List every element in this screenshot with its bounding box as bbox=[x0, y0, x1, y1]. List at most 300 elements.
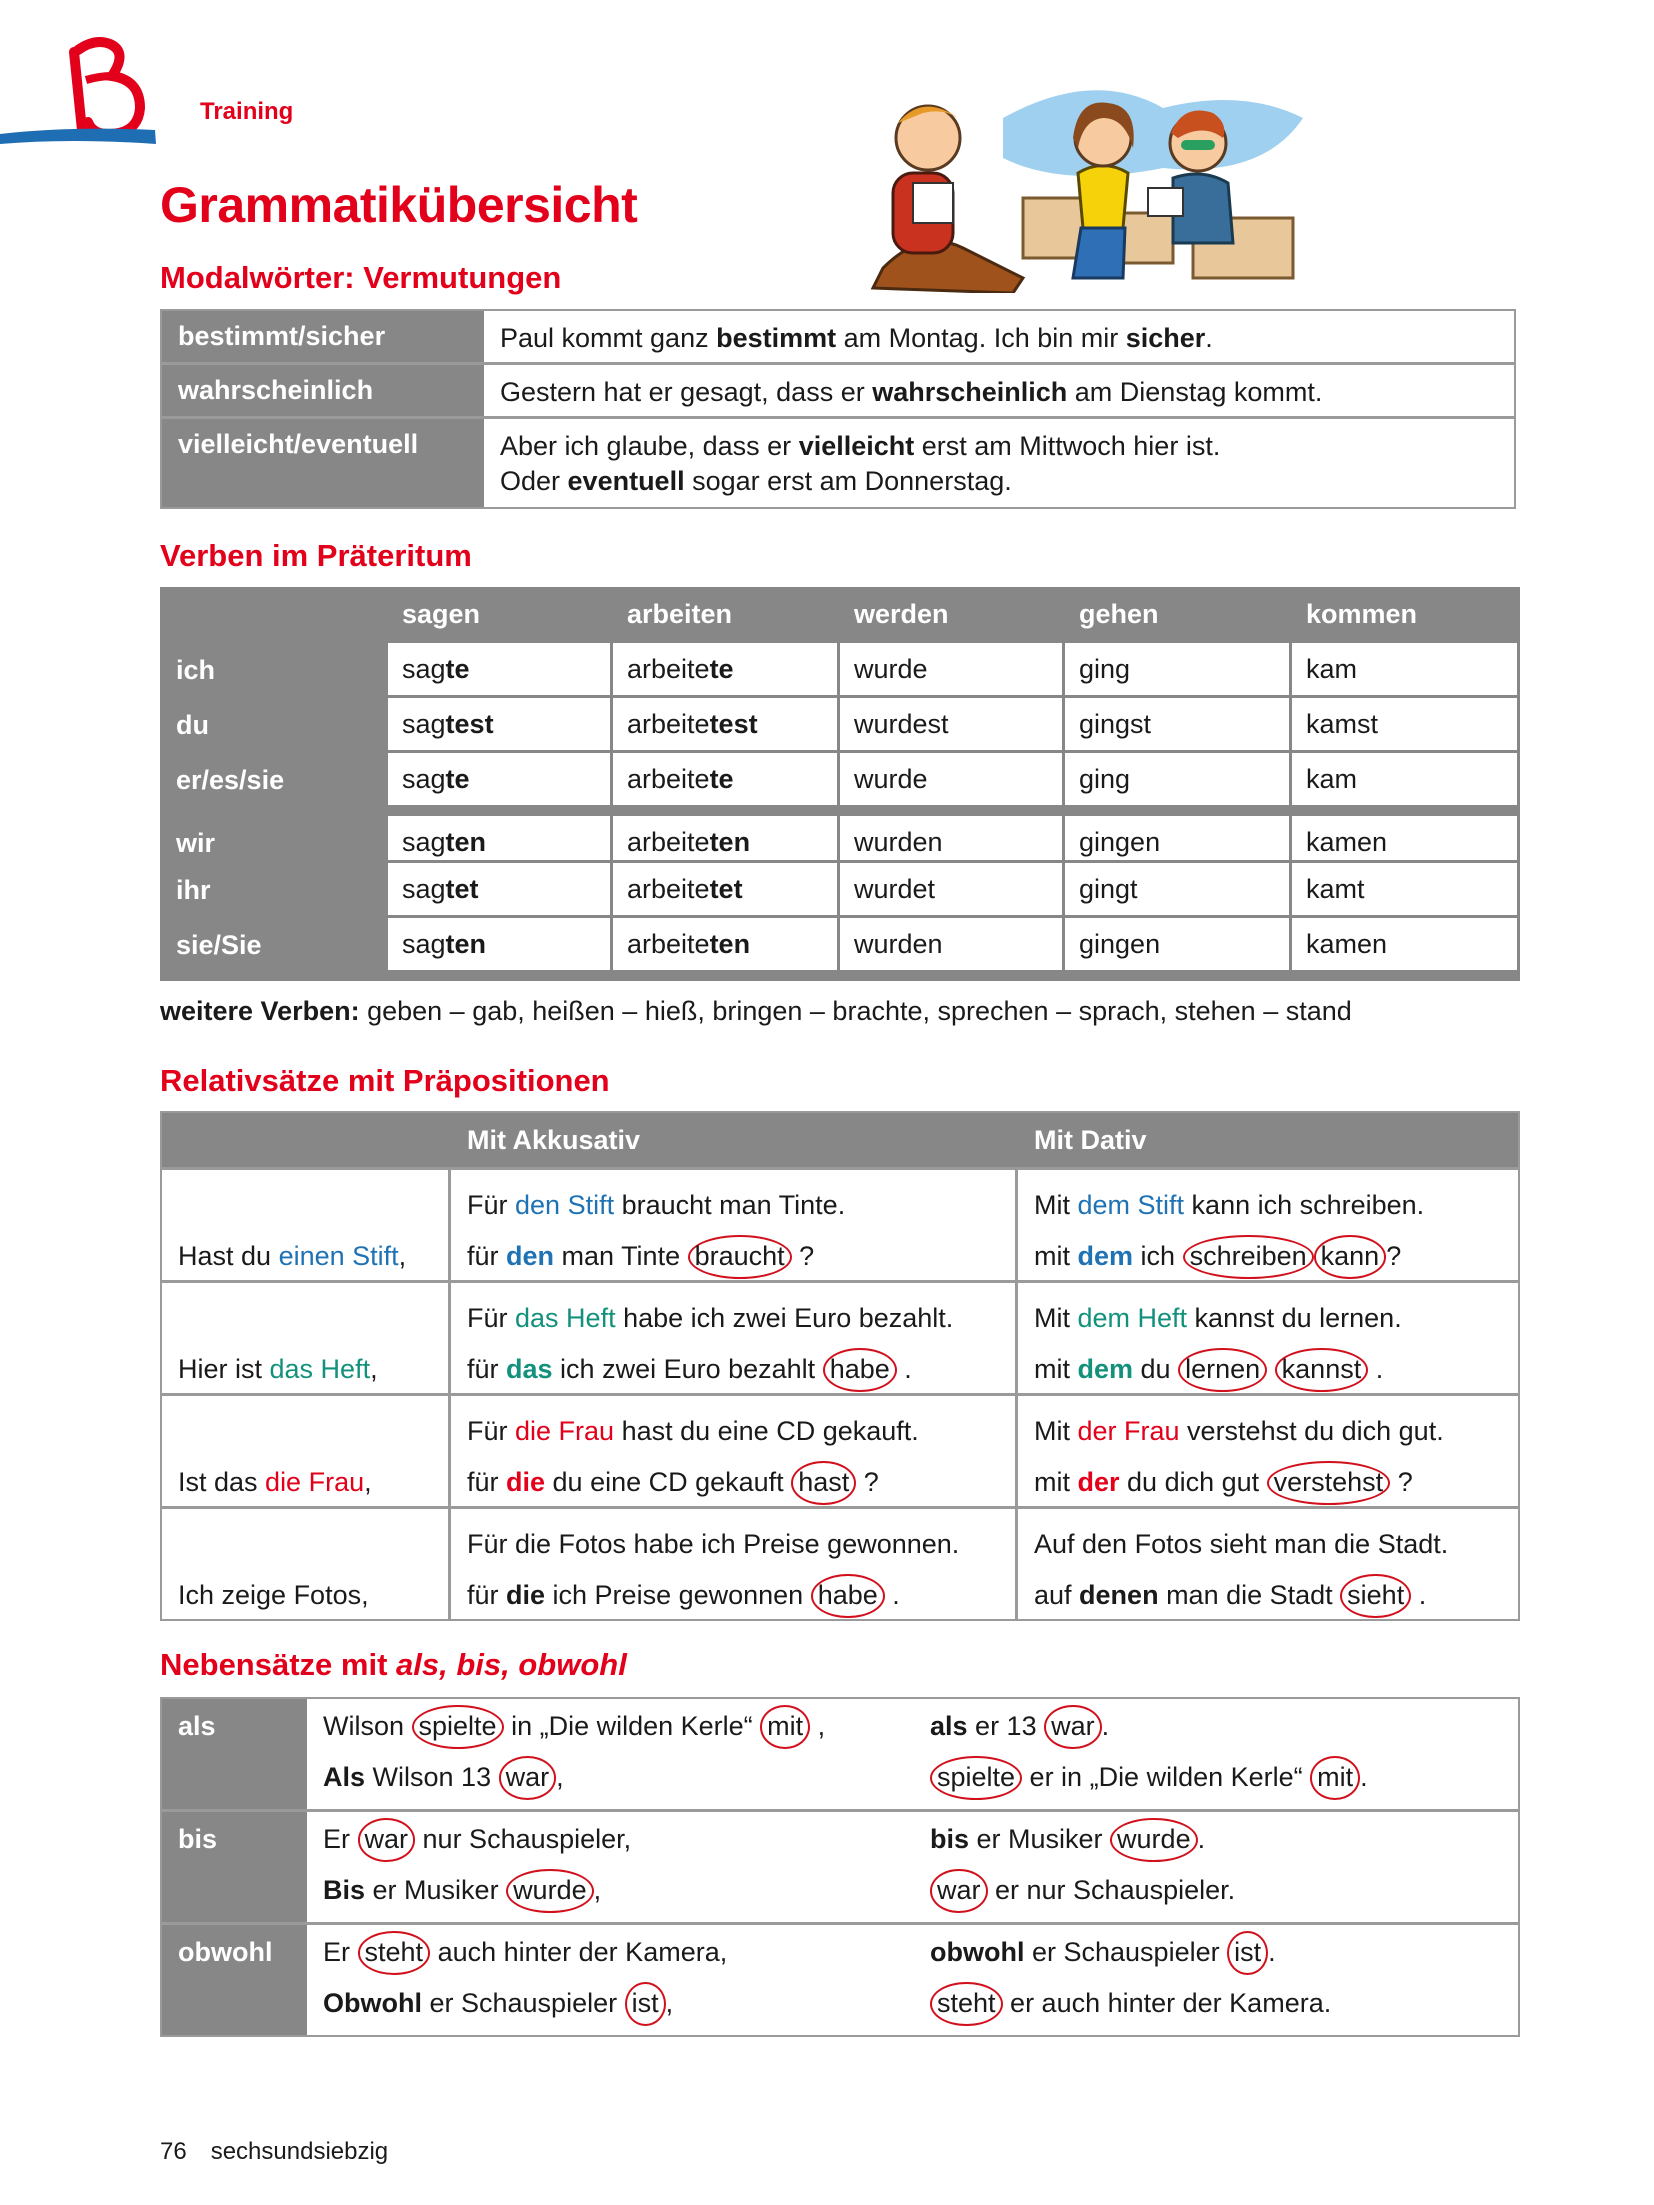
verb-form bbox=[613, 863, 837, 915]
dativ-cell bbox=[1018, 1170, 1518, 1280]
sentence-line bbox=[500, 429, 1498, 464]
text-segment: Mit bbox=[1034, 1190, 1078, 1220]
examples-cell bbox=[307, 1699, 1518, 1809]
text-segment: Ich zeige Fotos, bbox=[178, 1580, 369, 1610]
circled-verb: spielte bbox=[412, 1705, 504, 1749]
verb-header: gehen bbox=[1079, 599, 1159, 629]
text-segment: mit bbox=[1034, 1354, 1078, 1384]
circled-verb: kannst bbox=[1275, 1348, 1369, 1392]
text-segment: mit bbox=[1034, 1241, 1078, 1271]
example-sentence bbox=[484, 311, 1514, 362]
lead-clause bbox=[162, 1283, 448, 1393]
text-segment: für bbox=[467, 1467, 507, 1497]
circled-verb: war bbox=[499, 1756, 557, 1800]
verb-form bbox=[1065, 643, 1289, 695]
text-segment: Für bbox=[467, 1303, 516, 1333]
verb-form bbox=[1292, 918, 1517, 970]
relative-clause-line bbox=[467, 1344, 999, 1395]
header-cell bbox=[160, 587, 388, 643]
text-segment: ging bbox=[1079, 764, 1131, 794]
verb-form bbox=[613, 753, 837, 805]
text-segment: du bbox=[1133, 1354, 1179, 1384]
highlighted-word: eventuell bbox=[567, 466, 685, 496]
highlighted-word: wahrscheinlich bbox=[872, 377, 1068, 407]
sub-clause bbox=[323, 1875, 601, 1906]
highlighted-word: weitere Verben: bbox=[160, 996, 360, 1026]
text-segment: Ist das bbox=[178, 1467, 266, 1497]
sentence-line bbox=[500, 464, 1498, 499]
verb-form bbox=[840, 698, 1062, 750]
circled-verb: steht bbox=[930, 1982, 1003, 2026]
highlighted-word: denen bbox=[1079, 1580, 1159, 1610]
highlighted-word: der bbox=[1077, 1467, 1120, 1497]
highlighted-word: ten bbox=[445, 929, 487, 959]
text-segment: arbeite bbox=[627, 764, 710, 794]
dativ-cell bbox=[1018, 1283, 1518, 1393]
text-segment: sag bbox=[402, 827, 446, 857]
circled-verb: hast bbox=[791, 1461, 856, 1505]
text-segment: ich Preise gewonnen bbox=[545, 1580, 811, 1610]
text-segment: Er bbox=[323, 1824, 358, 1854]
circled-verb: wurde bbox=[1110, 1818, 1198, 1862]
sub-clause bbox=[323, 1762, 564, 1793]
examples-cell bbox=[307, 1925, 1518, 2035]
text-segment: wurden bbox=[854, 929, 943, 959]
text-segment: . bbox=[1205, 323, 1213, 353]
verb-form bbox=[1292, 643, 1517, 695]
verb-form bbox=[388, 863, 610, 915]
brand-logo bbox=[0, 30, 170, 155]
text-segment: sag bbox=[402, 654, 446, 684]
text-segment: arbeite bbox=[627, 827, 710, 857]
verb-form bbox=[840, 918, 1062, 970]
verb-form bbox=[1292, 698, 1517, 750]
text-segment: , bbox=[370, 1354, 378, 1384]
text-segment: kam bbox=[1306, 764, 1358, 794]
highlighted-word: das Heft bbox=[515, 1303, 616, 1333]
verb-form bbox=[1065, 863, 1289, 915]
example-sentence bbox=[484, 365, 1514, 416]
circled-verb: kann bbox=[1314, 1235, 1387, 1279]
nebensaetze-table bbox=[160, 1697, 1520, 2037]
highlighted-word: dem Stift bbox=[1077, 1190, 1185, 1220]
heading-conjunctions: als, bis, obwohl bbox=[396, 1647, 627, 1682]
person-label: er/es/sie bbox=[176, 765, 285, 795]
text-segment: er nur Schauspieler. bbox=[987, 1875, 1236, 1905]
highlighted-word: ten bbox=[709, 827, 751, 857]
lead-clause bbox=[162, 1396, 448, 1506]
text-segment: Hast du bbox=[178, 1241, 279, 1271]
verb-form bbox=[613, 918, 837, 970]
more-verbs bbox=[160, 996, 1352, 1027]
text-segment: sag bbox=[402, 709, 446, 739]
main-clause bbox=[323, 1711, 825, 1742]
table-row bbox=[162, 1812, 1518, 1925]
relative-clause-line bbox=[1034, 1570, 1502, 1621]
sentence-line bbox=[1034, 1293, 1502, 1344]
person-label: sie/Sie bbox=[176, 930, 262, 960]
dativ-cell bbox=[1018, 1396, 1518, 1506]
text-segment: . bbox=[1360, 1762, 1368, 1792]
table-row bbox=[162, 365, 1514, 419]
sentence-line bbox=[467, 1293, 999, 1344]
circled-verb: lernen bbox=[1178, 1348, 1267, 1392]
text-segment: auch hinter der Kamera, bbox=[430, 1937, 728, 1967]
text-segment: , bbox=[364, 1467, 372, 1497]
verb-form bbox=[613, 816, 837, 860]
verb-form bbox=[840, 753, 1062, 805]
highlighted-word: te bbox=[709, 764, 734, 794]
text-segment: . bbox=[1101, 1711, 1110, 1741]
text-segment: ? bbox=[1386, 1241, 1402, 1271]
sentence-line bbox=[467, 1180, 999, 1231]
text-segment: braucht man Tinte. bbox=[614, 1190, 846, 1220]
text-segment: Gestern hat er gesagt, dass er bbox=[500, 377, 873, 407]
circled-verb: spielte bbox=[930, 1756, 1022, 1800]
text-segment: er auch hinter der Kamera. bbox=[1002, 1988, 1332, 2018]
highlighted-word: te bbox=[709, 654, 734, 684]
sentence-line bbox=[1034, 1406, 1502, 1457]
verb-header: kommen bbox=[1306, 599, 1418, 629]
highlighted-word: die bbox=[506, 1467, 546, 1497]
circled-verb: ist bbox=[625, 1982, 666, 2026]
text-segment: . bbox=[1268, 1937, 1276, 1967]
text-segment: am Montag. Ich bin mir bbox=[836, 323, 1126, 353]
text-segment: habe ich zwei Euro bezahlt. bbox=[615, 1303, 954, 1333]
section-heading-nebensaetze bbox=[160, 1647, 627, 1683]
text-segment: . bbox=[896, 1354, 912, 1384]
section-heading-praeteritum: Verben im Präteritum bbox=[160, 538, 472, 573]
row-label: wahrscheinlich bbox=[178, 375, 374, 405]
highlighted-word: den Stift bbox=[515, 1190, 615, 1220]
verb-form bbox=[1065, 816, 1289, 860]
text-segment: Wilson 13 bbox=[365, 1762, 499, 1792]
akkusativ-cell bbox=[451, 1170, 1015, 1280]
header-cell bbox=[162, 1113, 448, 1167]
main-clause bbox=[930, 1988, 1331, 2019]
text-segment: sag bbox=[402, 929, 446, 959]
highlighted-word: dem bbox=[1077, 1241, 1134, 1271]
examples-cell bbox=[307, 1812, 1518, 1922]
lead-clause bbox=[162, 1170, 448, 1280]
verb-form bbox=[613, 643, 837, 695]
main-clause bbox=[930, 1762, 1368, 1793]
text-segment: arbeite bbox=[627, 874, 710, 904]
text-segment: Mit bbox=[1034, 1416, 1078, 1446]
text-segment: wurdest bbox=[854, 709, 949, 739]
text-segment: Wilson bbox=[323, 1711, 412, 1741]
kids-illustration bbox=[863, 78, 1308, 298]
person-label: du bbox=[176, 710, 209, 740]
text-segment: für bbox=[467, 1580, 507, 1610]
text-segment: Für bbox=[467, 1416, 516, 1446]
highlighted-word: te bbox=[445, 764, 470, 794]
relative-clause-line bbox=[1034, 1344, 1502, 1395]
text-segment: Hier ist bbox=[178, 1354, 270, 1384]
heading-text: Nebensätze mit bbox=[160, 1647, 397, 1682]
highlighted-word: dem bbox=[1077, 1354, 1134, 1384]
akkusativ-cell bbox=[451, 1283, 1015, 1393]
text-segment: wurden bbox=[854, 827, 943, 857]
relative-clause-line bbox=[467, 1231, 999, 1282]
verb-form bbox=[1065, 753, 1289, 805]
relative-clause-line bbox=[1034, 1457, 1502, 1508]
highlighted-word: Als bbox=[323, 1762, 366, 1792]
highlighted-word: tet bbox=[445, 874, 479, 904]
verb-form bbox=[840, 643, 1062, 695]
circled-verb: mit bbox=[760, 1705, 810, 1749]
circled-verb: schreiben bbox=[1183, 1235, 1314, 1279]
text-segment: kann ich schreiben. bbox=[1184, 1190, 1425, 1220]
text-segment: sag bbox=[402, 764, 446, 794]
verb-form bbox=[1292, 753, 1517, 805]
text-segment: gingen bbox=[1079, 929, 1161, 959]
highlighted-word: te bbox=[445, 654, 470, 684]
text-segment: Er bbox=[323, 1937, 358, 1967]
text-segment: er in „Die wilden Kerle“ bbox=[1022, 1762, 1311, 1792]
akkusativ-cell bbox=[451, 1396, 1015, 1506]
verb-form bbox=[1065, 698, 1289, 750]
modal-table bbox=[160, 309, 1516, 509]
verb-header: sagen bbox=[402, 599, 481, 629]
text-segment: Aber ich glaube, dass er bbox=[500, 431, 799, 461]
row-label: bestimmt/sicher bbox=[178, 321, 386, 351]
circled-verb: sieht bbox=[1340, 1574, 1411, 1618]
table-header bbox=[162, 1113, 1518, 1167]
verb-form bbox=[388, 816, 610, 860]
sub-clause bbox=[930, 1824, 1205, 1855]
highlighted-word: tet bbox=[709, 874, 743, 904]
text-segment: ? bbox=[791, 1241, 815, 1271]
text-segment: wurdet bbox=[854, 874, 936, 904]
text-segment: er Schauspieler bbox=[421, 1988, 625, 2018]
text-segment: du dich gut bbox=[1119, 1467, 1267, 1497]
circled-verb: habe bbox=[823, 1348, 897, 1392]
text-segment: verstehst du dich gut. bbox=[1179, 1416, 1444, 1446]
text-segment: Paul kommt ganz bbox=[500, 323, 717, 353]
text-segment: kamen bbox=[1306, 929, 1388, 959]
example-sentence bbox=[484, 419, 1514, 507]
circled-verb: habe bbox=[811, 1574, 885, 1618]
text-segment: man Tinte bbox=[554, 1241, 688, 1271]
table-row bbox=[162, 419, 1514, 507]
sentence-line bbox=[1034, 1519, 1502, 1570]
text-segment: Auf den Fotos sieht man die Stadt. bbox=[1034, 1529, 1449, 1559]
highlighted-word: Bis bbox=[323, 1875, 366, 1905]
main-clause bbox=[930, 1875, 1235, 1906]
table-row bbox=[162, 1699, 1518, 1812]
page-title: Grammatikübersicht bbox=[160, 177, 638, 233]
table-row bbox=[162, 1170, 1518, 1280]
text-segment: gingst bbox=[1079, 709, 1152, 739]
text-segment: wurde bbox=[854, 654, 928, 684]
text-segment: Für bbox=[467, 1190, 516, 1220]
highlighted-word: das Heft bbox=[269, 1354, 371, 1384]
text-segment: gingen bbox=[1079, 827, 1161, 857]
text-segment: hast du eine CD gekauft. bbox=[614, 1416, 919, 1446]
text-segment: er Schauspieler bbox=[1024, 1937, 1228, 1967]
text-segment: er Musiker bbox=[969, 1824, 1111, 1854]
table-row bbox=[162, 311, 1514, 365]
highlighted-word: ten bbox=[709, 929, 751, 959]
highlighted-word: test bbox=[709, 709, 758, 739]
conjunction-label: bis bbox=[162, 1812, 307, 1922]
section-label: Training bbox=[200, 98, 294, 125]
verb-header: werden bbox=[854, 599, 949, 629]
conjunction-label: obwohl bbox=[162, 1925, 307, 2035]
circled-verb: ist bbox=[1227, 1931, 1268, 1975]
verb-form bbox=[388, 753, 610, 805]
text-segment bbox=[1267, 1354, 1275, 1384]
verb-form bbox=[613, 698, 837, 750]
verb-form bbox=[840, 816, 1062, 860]
person-label: wir bbox=[176, 828, 216, 858]
verb-form bbox=[388, 643, 610, 695]
text-segment: auf bbox=[1034, 1580, 1080, 1610]
text-segment: kamst bbox=[1306, 709, 1379, 739]
text-segment: , bbox=[810, 1711, 826, 1741]
text-segment: in „Die wilden Kerle“ bbox=[503, 1711, 761, 1741]
praeteritum-table bbox=[160, 587, 1520, 981]
highlighted-word: die bbox=[506, 1580, 546, 1610]
highlighted-word: die Frau bbox=[265, 1467, 365, 1497]
text-segment: ? bbox=[856, 1467, 879, 1497]
text-segment: Für die Fotos habe ich Preise gewonnen. bbox=[467, 1529, 960, 1559]
text-segment: . bbox=[1411, 1580, 1427, 1610]
text-segment: ? bbox=[1390, 1467, 1413, 1497]
highlighted-word: das bbox=[506, 1354, 553, 1384]
text-segment: kamen bbox=[1306, 827, 1388, 857]
text-segment: für bbox=[467, 1241, 507, 1271]
relative-clause-line bbox=[1034, 1231, 1502, 1282]
circled-verb: steht bbox=[358, 1931, 431, 1975]
sentence-line bbox=[467, 1406, 999, 1457]
circled-verb: war bbox=[930, 1869, 988, 1913]
section-heading-relativ: Relativsätze mit Präpositionen bbox=[160, 1063, 610, 1098]
text-segment: sag bbox=[402, 874, 446, 904]
main-clause bbox=[323, 1824, 631, 1855]
table-row bbox=[162, 1283, 1518, 1393]
text-segment: arbeite bbox=[627, 709, 710, 739]
highlighted-word: bis bbox=[930, 1824, 970, 1854]
highlighted-word: sicher bbox=[1125, 323, 1206, 353]
text-segment: du eine CD gekauft bbox=[545, 1467, 792, 1497]
highlighted-word: dem Heft bbox=[1077, 1303, 1188, 1333]
text-segment: für bbox=[467, 1354, 507, 1384]
text-segment: ich bbox=[1133, 1241, 1183, 1271]
circled-verb: war bbox=[1044, 1705, 1102, 1749]
text-segment: man die Stadt bbox=[1158, 1580, 1341, 1610]
highlighted-word: test bbox=[445, 709, 494, 739]
sentence-line bbox=[467, 1519, 999, 1570]
verb-form bbox=[1292, 816, 1517, 860]
table-row bbox=[162, 1396, 1518, 1506]
text-segment: . bbox=[1197, 1824, 1206, 1854]
highlighted-word: die Frau bbox=[515, 1416, 615, 1446]
text-segment: erst am Mittwoch hier ist. bbox=[914, 431, 1221, 461]
highlighted-word: obwohl bbox=[930, 1937, 1025, 1967]
text-segment: geben – gab, heißen – hieß, bringen – brachte, sprechen – sprach, stehen – stand bbox=[359, 996, 1352, 1026]
text-segment: sogar erst am Donnerstag. bbox=[684, 466, 1012, 496]
text-segment: Oder bbox=[500, 466, 568, 496]
text-segment: er 13 bbox=[967, 1711, 1045, 1741]
header-akkusativ: Mit Akkusativ bbox=[467, 1125, 641, 1155]
header-dativ: Mit Dativ bbox=[1034, 1125, 1147, 1155]
highlighted-word: vielleicht bbox=[798, 431, 915, 461]
highlighted-word: den bbox=[506, 1241, 555, 1271]
table-row bbox=[162, 1925, 1518, 2035]
text-segment: , bbox=[665, 1988, 674, 2018]
text-segment: wurde bbox=[854, 764, 928, 794]
verb-form bbox=[1065, 918, 1289, 970]
text-segment: . bbox=[1368, 1354, 1384, 1384]
text-segment: ich zwei Euro bezahlt bbox=[552, 1354, 823, 1384]
text-segment: nur Schauspieler, bbox=[415, 1824, 632, 1854]
highlighted-word: der Frau bbox=[1077, 1416, 1180, 1446]
text-segment: ging bbox=[1079, 654, 1131, 684]
person-label: ihr bbox=[176, 875, 211, 905]
sub-clause bbox=[323, 1988, 673, 2019]
page-footer bbox=[160, 2138, 412, 2166]
text-segment: kamt bbox=[1306, 874, 1365, 904]
row-label: vielleicht/eventuell bbox=[178, 429, 419, 459]
text-segment: , bbox=[556, 1762, 564, 1792]
text-segment: gingt bbox=[1079, 874, 1138, 904]
relativ-table bbox=[160, 1111, 1520, 1621]
sentence-line bbox=[1034, 1180, 1502, 1231]
dativ-cell bbox=[1018, 1509, 1518, 1619]
circled-verb: verstehst bbox=[1267, 1461, 1391, 1505]
relative-clause-line bbox=[467, 1570, 999, 1621]
section-heading-modal: Modalwörter: Vermutungen bbox=[160, 260, 562, 295]
text-segment: , bbox=[398, 1241, 407, 1271]
verb-form bbox=[388, 698, 610, 750]
circled-verb: wurde bbox=[506, 1869, 594, 1913]
text-segment: kannst du lernen. bbox=[1187, 1303, 1402, 1333]
verb-form bbox=[840, 863, 1062, 915]
sub-clause bbox=[930, 1711, 1109, 1742]
text-segment: . bbox=[884, 1580, 900, 1610]
text-segment: er Musiker bbox=[365, 1875, 507, 1905]
text-segment: mit bbox=[1034, 1467, 1078, 1497]
page-number-word: sechsundsiebzig bbox=[210, 2138, 389, 2165]
highlighted-word: einen Stift bbox=[278, 1241, 399, 1271]
text-segment: arbeite bbox=[627, 654, 710, 684]
page-number: 76 bbox=[160, 2138, 187, 2165]
circled-verb: war bbox=[358, 1818, 416, 1862]
lead-clause bbox=[162, 1509, 448, 1619]
person-label: ich bbox=[176, 655, 216, 685]
circled-verb: braucht bbox=[688, 1235, 792, 1279]
main-clause bbox=[323, 1937, 727, 1968]
verb-form bbox=[388, 918, 610, 970]
highlighted-word: Obwohl bbox=[323, 1988, 422, 2018]
text-segment: arbeite bbox=[627, 929, 710, 959]
text-segment: kam bbox=[1306, 654, 1358, 684]
verb-header: arbeiten bbox=[627, 599, 733, 629]
text-segment: , bbox=[593, 1875, 602, 1905]
conjunction-label: als bbox=[162, 1699, 307, 1809]
table-row bbox=[162, 1509, 1518, 1619]
akkusativ-cell bbox=[451, 1509, 1015, 1619]
verb-form bbox=[1292, 863, 1517, 915]
text-segment: am Dienstag kommt. bbox=[1067, 377, 1323, 407]
highlighted-word: als bbox=[930, 1711, 968, 1741]
text-segment: Mit bbox=[1034, 1303, 1078, 1333]
sub-clause bbox=[930, 1937, 1276, 1968]
highlighted-word: bestimmt bbox=[716, 323, 837, 353]
circled-verb: mit bbox=[1310, 1756, 1360, 1800]
